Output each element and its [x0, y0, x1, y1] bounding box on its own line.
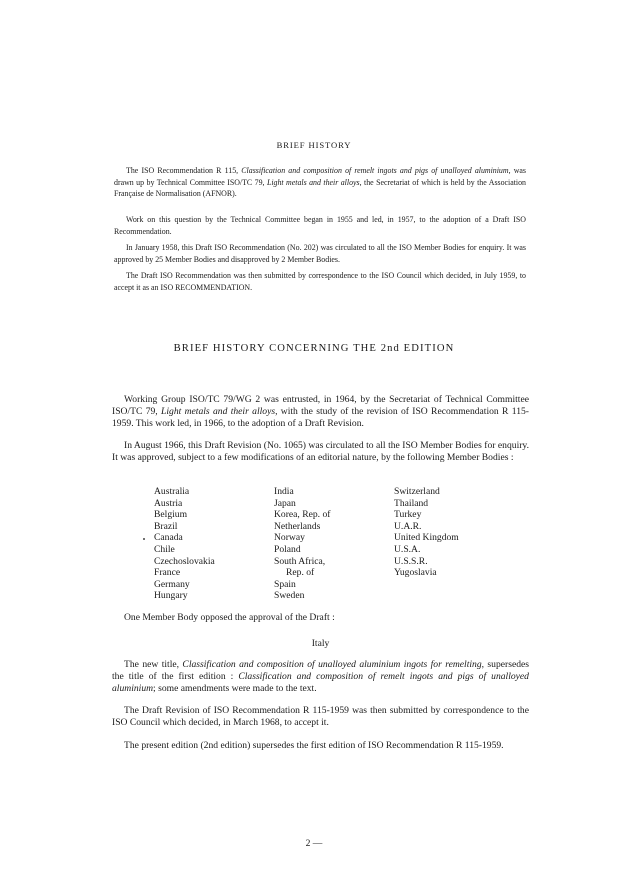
p6-text: In August 1966, this Draft Revision (No. 1065) was circulated to all the ISO Member Bodies for enquiry. It was approved, subject to a few modifications of an editorial nature, by the following Member Bodies :: [112, 440, 529, 464]
p10-text: The present edition (2nd edition) supersedes the first edition of ISO Recommendation R 115-1959.: [124, 740, 504, 751]
p1-title-italic: Classification and composition of remelt ingots and pigs of unalloyed aluminium: [241, 166, 509, 175]
country: Rep. of: [286, 567, 315, 579]
country: Germany: [154, 578, 190, 590]
member-bodies-list: [154, 486, 514, 602]
country: Japan: [274, 497, 296, 509]
country: Spain: [274, 578, 296, 590]
country: France: [154, 567, 181, 579]
p8-text-a: The new title,: [124, 659, 183, 670]
country: Canada: [154, 532, 183, 544]
paragraph-2: [114, 214, 526, 237]
paragraph-4: [114, 270, 526, 293]
opposer-country: Italy: [311, 638, 330, 649]
p7-text: One Member Body opposed the approval of the Draft :: [124, 612, 335, 623]
p1-text-c: , the Secretariat of which is held by the Association Française de Normalisation (AFNOR).: [114, 177, 527, 199]
country: Hungary: [154, 590, 188, 602]
country: Austria: [154, 497, 183, 509]
paragraph-9: [112, 705, 529, 729]
country: U.A.R.: [394, 520, 422, 532]
p8-text-b: , supersedes the title of the first edition :: [112, 659, 529, 683]
heading-brief-history: BRIEF HISTORY: [276, 140, 352, 150]
paragraph-5: [112, 394, 529, 431]
p1-committee-italic: Light metals and their alloys: [266, 177, 360, 187]
p4-text: The Draft ISO Recommendation was then submitted by correspondence to the ISO Council which decided, in July 1959, to accept it as an ISO RECOMMENDATION.: [114, 271, 526, 292]
p5-text-a: Working Group ISO/TC 79/WG 2 was entrusted, in 1964, by the Secretariat of Technical Committee ISO/TC 79,: [112, 394, 529, 418]
heading-second-edition: BRIEF HISTORY CONCERNING THE 2nd EDITION: [173, 343, 455, 354]
p8-new-title-italic: Classification and composition of unalloyed aluminium ingots for remelting: [182, 659, 482, 670]
opposing-member: [112, 638, 529, 650]
country: India: [274, 486, 294, 497]
p3-text: In January 1958, this Draft ISO Recommendation (No. 202) was circulated to all the ISO Member Bodies for enquiry. It was approved by 25 Member Bodies and disapproved by 2 Member Bodies.: [114, 243, 526, 264]
country: Korea, Rep. of: [274, 509, 331, 521]
p2-text: Work on this question by the Technical Committee began in 1955 and led, in 1957, to the adoption of a Draft ISO Recommendation.: [114, 215, 526, 236]
country: South Africa,: [274, 555, 326, 567]
country: U.S.A.: [394, 543, 421, 555]
country: Poland: [274, 543, 301, 555]
paragraph-1: [114, 165, 526, 200]
country: Belgium: [154, 509, 188, 521]
countries-column-3: [394, 486, 514, 602]
country: Australia: [154, 486, 190, 497]
paragraph-8: [112, 659, 529, 696]
p5-committee-italic: Light metals and their alloys: [161, 406, 276, 418]
page-number: 2 —: [305, 838, 323, 849]
p8-text-c: ; some amendments were made to the text.: [153, 683, 317, 695]
p5-text-b: , with the study of the revision of ISO Recommendation R 115-1959. This work led, in 1966, to the adoption of a Draft Revision.: [112, 406, 529, 430]
country: Yugoslavia: [394, 567, 437, 579]
paragraph-3: [114, 242, 526, 265]
countries-column-1: [154, 486, 274, 602]
country: Thailand: [394, 497, 429, 509]
country: Turkey: [394, 509, 422, 521]
p1-text-a: The ISO Recommendation R 115,: [126, 166, 242, 175]
p8-old-title-italic: Classification and composition of remelt ingots and pigs of unalloyed aluminium: [112, 671, 529, 695]
country: United Kingdom: [394, 532, 459, 544]
paragraph-7: [112, 612, 529, 624]
countries-column-2: [274, 486, 394, 602]
country: Czechoslovakia: [154, 555, 215, 567]
country: Chile: [154, 543, 175, 555]
p1-text-b: , was drawn up by Technical Committee ISO/TC 79,: [114, 166, 526, 187]
country: Brazil: [154, 520, 178, 532]
country: U.S.S.R.: [394, 555, 428, 567]
country: Sweden: [274, 590, 305, 602]
paragraph-6: [112, 440, 529, 464]
p9-text: The Draft Revision of ISO Recommendation R 115-1959 was then submitted by correspondence to the ISO Council which decided, in March 1968, to accept it.: [112, 705, 529, 729]
stray-dot: [143, 538, 145, 540]
country: Switzerland: [394, 486, 440, 497]
paragraph-10: [112, 740, 529, 752]
country: Netherlands: [274, 520, 321, 532]
country: Norway: [274, 532, 305, 544]
